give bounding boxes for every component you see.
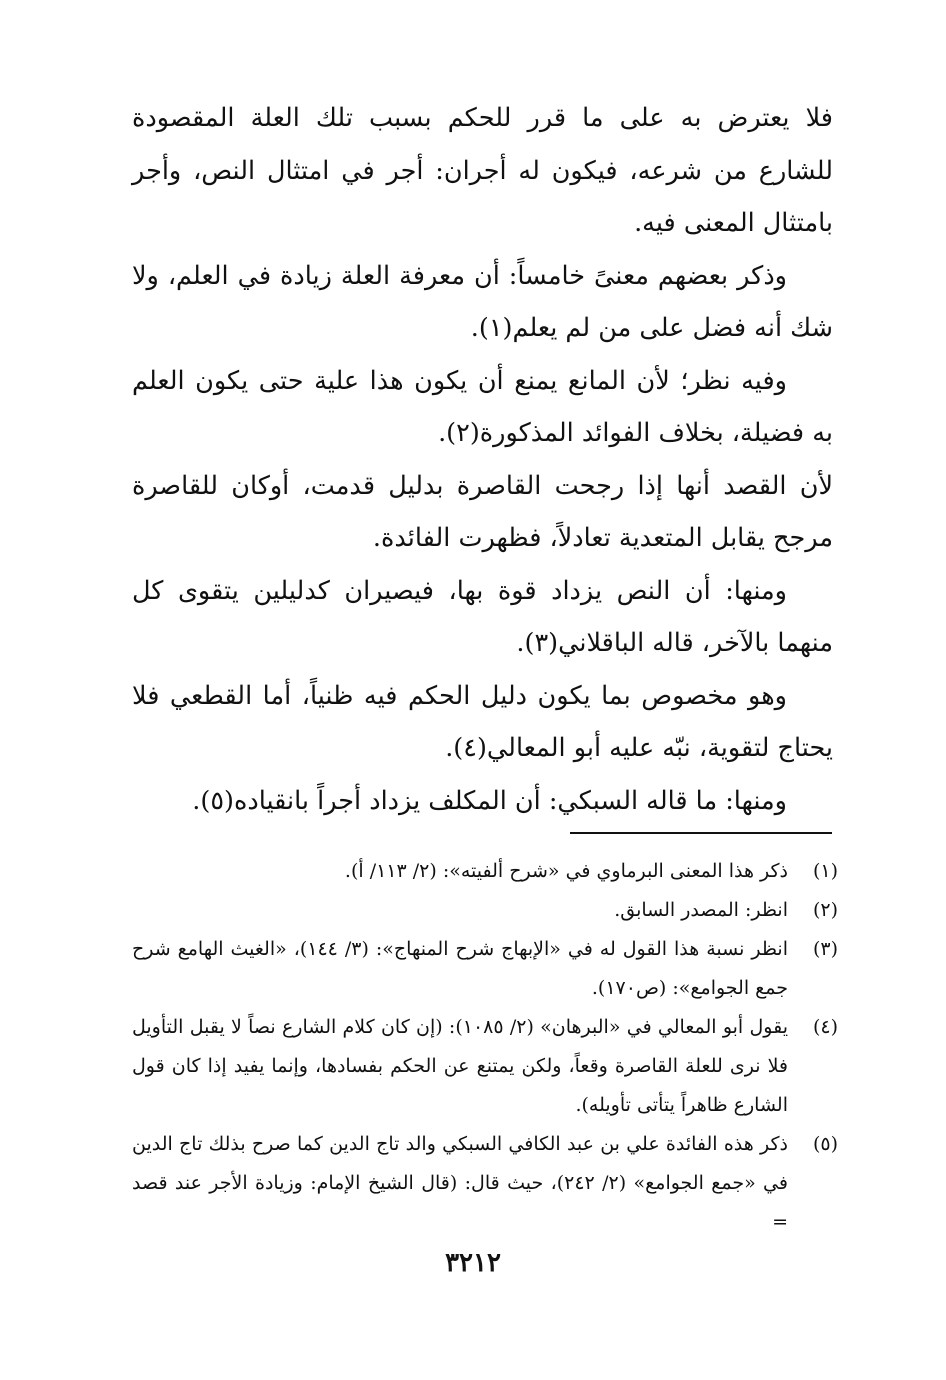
footnote-number: (١)	[812, 860, 838, 882]
paragraph: وذكر بعضهم معنىً خامساً: أن معرفة العلة زيادة في العلم، ولا شك أنه فضل على من لم يعلم(١).	[132, 260, 833, 343]
paragraph: ومنها: أن النص يزداد قوة بها، فيصيران كدليلين يتقوى كل منهما بالآخر، قاله الباقلاني(٣).	[132, 575, 833, 658]
footnote	[132, 930, 838, 1008]
footnote	[132, 852, 838, 891]
footnote-text: ذكر هذه الفائدة علي بن عبد الكافي السبكي والد تاج الدين كما صرح بذلك تاج الدين في «جمع الجوامع» (٢/ ٢٤٢)، حيث قال: (قال الشيخ الإمام: وزيادة الأجر عند قصد =	[132, 1133, 788, 1233]
footnote	[132, 1008, 838, 1125]
footnote-separator	[570, 832, 832, 834]
footnote-number: (٣)	[812, 938, 838, 960]
paragraph: وهو مخصوص بما يكون دليل الحكم فيه ظنياً، أما القطعي فلا يحتاج لتقوية، نبّه عليه أبو المعالي(٤).	[132, 680, 833, 763]
footnote-number: (٢)	[812, 899, 838, 921]
paragraph: ومنها: ما قاله السبكي: أن المكلف يزداد أجراً بانقياده(٥).	[192, 785, 787, 816]
paragraph: لأن القصد أنها إذا رجحت القاصرة بدليل قدمت، أوكان للقاصرة مرجح يقابل المتعدية تعادلاً، فظهرت الفائدة.	[132, 470, 833, 553]
paragraph: فلا يعترض به على ما قرر للحكم بسبب تلك العلة المقصودة للشارع من شرعه، فيكون له أجران: أجر في امتثال النص، وأجر بامتثال المعنى فيه.	[132, 103, 833, 238]
footnote-text: ذكر هذا المعنى البرماوي في «شرح ألفيته»: (٢/ ١١٣/ أ).	[344, 860, 788, 882]
footnote-number: (٤)	[812, 1016, 838, 1038]
footnote-number: (٥)	[812, 1133, 838, 1155]
footnote	[132, 1125, 838, 1242]
main-text	[132, 92, 833, 827]
paragraph: وفيه نظر؛ لأن المانع يمنع أن يكون هذا علية حتى يكون العلم به فضيلة، بخلاف الفوائد المذكورة(٢).	[132, 365, 833, 448]
footnote-text: انظر نسبة هذا القول له في «الإبهاج شرح المنهاج»: (٣/ ١٤٤)، «الغيث الهامع شرح جمع الجوامع»: (ص١٧٠).	[132, 938, 788, 999]
footnote-text: انظر: المصدر السابق.	[614, 899, 788, 921]
footnote-text: يقول أبو المعالي في «البرهان» (٢/ ١٠٨٥): (إن كان كلام الشارع نصاً لا يقبل التأويل فلا نرى للعلة القاصرة وقعاً، ولكن يمتنع عن الحكم بفسادها، وإنما يفيد إذا كان قول الشارع ظاهراً يتأتى تأويله).	[132, 1016, 789, 1116]
footnotes	[132, 852, 838, 1242]
page-number: ٣٢١٢	[445, 1248, 501, 1278]
footnote	[132, 891, 838, 930]
